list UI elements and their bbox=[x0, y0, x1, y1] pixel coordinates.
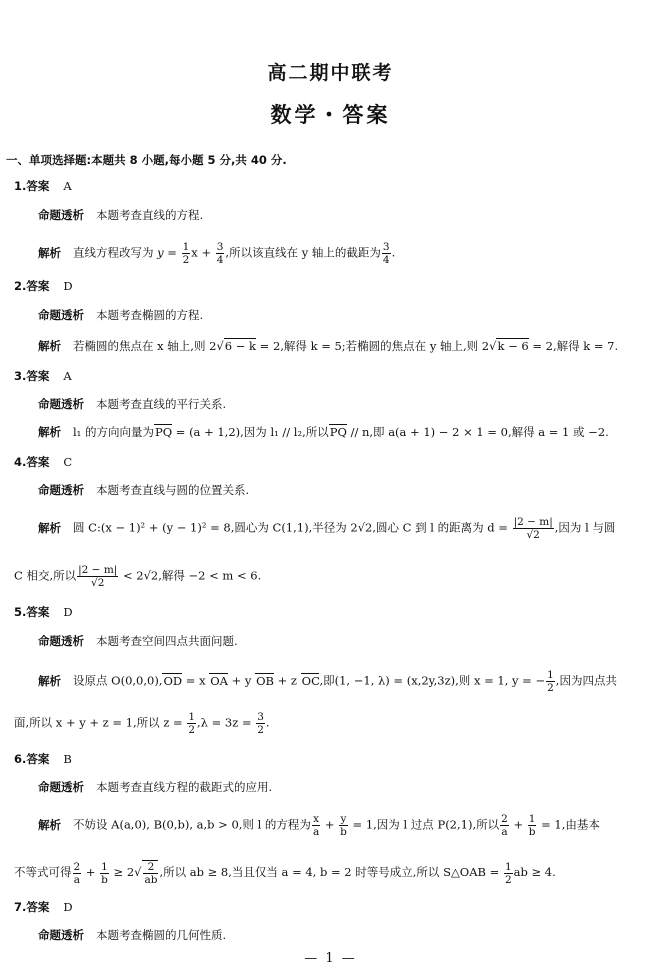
q3-analysis: 解析 l₁ 的方向向量为PQ = (a + 1,2),因为 l₁ // l₂,所以PQ // n,即 a(a + 1) − 2 × 1 = 0,解得 a = 1 或 −2. bbox=[38, 425, 609, 439]
q4-intent: 命题透析 本题考查直线与圆的位置关系. bbox=[38, 483, 250, 497]
q4-answer-line: 4.答案 C bbox=[14, 455, 73, 469]
q3-answer-line: 3.答案 A bbox=[14, 369, 72, 383]
q5-intent: 命题透析 本题考查空间四点共面问题. bbox=[38, 634, 238, 648]
q3-intent: 命题透析 本题考查直线的平行关系. bbox=[38, 397, 227, 411]
q5-answer-line: 5.答案 D bbox=[14, 605, 73, 619]
q6-answer-line: 6.答案 B bbox=[14, 752, 72, 766]
q1-analysis: 解析 直线方程改写为 y = $\frac{1}{2}$ x + $\frac{3}{4}$ ,所以该直线在 y 轴上的截距为 $\frac{3}{4}$ . bbox=[38, 241, 396, 266]
q6-intent: 命题透析 本题考查直线方程的截距式的应用. bbox=[38, 780, 273, 794]
q1-answer-line: 1.答案 A bbox=[14, 179, 72, 193]
section-heading: 一、单项选择题:本题共 8 小题,每小题 5 分,共 40 分. bbox=[6, 153, 287, 167]
q5-analysis: 解析 设原点 O(0,0,0),OD = x OA + y OB + z OC,即(1, −1, λ) = (x,2y,3z),则 x = 1, y = − $\frac{1}{2}$ ,因为四点共 bbox=[38, 669, 617, 694]
q2-analysis: 解析 若椭圆的焦点在 x 轴上,则 2√6 − k = 2,解得 k = 5;若椭圆的焦点在 y 轴上,则 2√k − 6 = 2,解得 k = 7. bbox=[38, 339, 619, 353]
q2-answer-line: 2.答案 D bbox=[14, 279, 73, 293]
page-subtitle: 数学・答案 bbox=[270, 103, 391, 127]
page-title: 高二期中联考 bbox=[267, 62, 394, 84]
q2-intent: 命题透析 本题考查椭圆的方程. bbox=[38, 308, 204, 322]
q4-analysis: 解析 圆 C:(x − 1)² + (y − 1)² = 8,圆心为 C(1,1),半径为 2√2,圆心 C 到 l 的距离为 d = $\frac{|2 - m|}{√2}$ ,因为 l 与圆 bbox=[38, 516, 616, 541]
q4-analysis-cont: C 相交,所以 $\frac{|2 - m|}{√2}$ < 2√2,解得 −2 < m < 6. bbox=[14, 564, 262, 589]
q5-analysis-cont: 面,所以 x + y + z = 1,所以 z = $\frac{1}{2}$ ,λ = 3z = $\frac{3}{2}$ . bbox=[14, 711, 270, 736]
q6-analysis: 解析 不妨设 A(a,0), B(0,b), a,b > 0,则 l 的方程为 $\frac{x}{a}$ + $\frac{y}{b}$ = 1,因为 l 过点 P(2,1),所以 $\frac{2}{a}$ + $\frac{1}{b}$ = 1,由基本 bbox=[38, 813, 600, 838]
q6-analysis-cont: 不等式可得 $\frac{2}{a}$ + $\frac{1}{b}$ ≥ 2√ $\frac{2}{ab}$ ,所以 ab ≥ 8,当且仅当 a = 4, b = 2 时等号成立,所以 S△OAB = $\frac{1}{2}$ ab ≥ 4. bbox=[14, 860, 556, 886]
q7-intent: 命题透析 本题考查椭圆的几何性质. bbox=[38, 928, 227, 942]
page-number: — 1 — bbox=[304, 951, 357, 966]
q1-intent: 命题透析 本题考查直线的方程. bbox=[38, 208, 204, 222]
q7-answer-line: 7.答案 D bbox=[14, 900, 73, 914]
